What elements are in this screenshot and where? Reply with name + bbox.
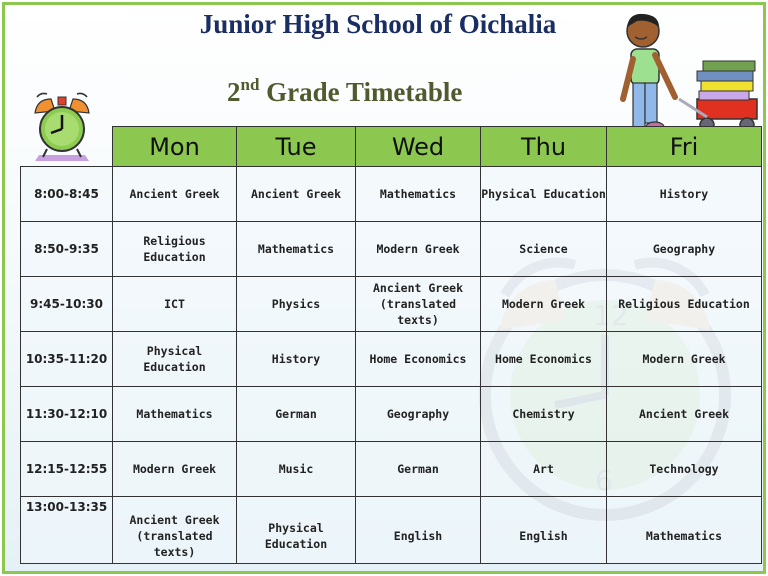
subject-cell: History xyxy=(607,167,762,222)
timetable-subtitle xyxy=(227,77,462,108)
subject-cell: Home Economics xyxy=(356,332,481,387)
day-header-fri: Fri xyxy=(607,127,762,167)
subject-cell: Ancient Greek (translated texts) xyxy=(356,277,481,332)
subject-cell: Modern Greek xyxy=(113,442,237,497)
subject-cell: Religious Education xyxy=(113,222,237,277)
subject-cell: Modern Greek xyxy=(607,332,762,387)
page-frame xyxy=(2,2,766,574)
subject-cell: Geography xyxy=(607,222,762,277)
subject-cell: Music xyxy=(237,442,356,497)
subject-cell: Ancient Greek (translated texts) xyxy=(113,497,237,564)
subject-cell: History xyxy=(237,332,356,387)
period-time: 13:00-13:35 xyxy=(21,497,113,564)
subject-cell: Mathematics xyxy=(113,387,237,442)
subject-cell: Mathematics xyxy=(237,222,356,277)
corner-cell xyxy=(21,127,113,167)
school-title: Junior High School of Oichalia xyxy=(199,9,557,39)
subject-cell: Ancient Greek xyxy=(607,387,762,442)
period-time: 11:30-12:10 xyxy=(21,387,113,442)
grade-number: 2 xyxy=(227,77,241,107)
subtitle-text: Grade Timetable xyxy=(266,77,463,107)
subject-cell: Physical Education xyxy=(481,167,607,222)
subject-cell: Science xyxy=(481,222,607,277)
table-row xyxy=(21,277,762,332)
period-time: 8:00-8:45 xyxy=(21,167,113,222)
subject-cell: Ancient Greek xyxy=(113,167,237,222)
subject-cell: Geography xyxy=(356,387,481,442)
day-header-wed: Wed xyxy=(356,127,481,167)
subject-cell: Modern Greek xyxy=(481,277,607,332)
subject-cell: Physical Education xyxy=(113,332,237,387)
period-time: 8:50-9:35 xyxy=(21,222,113,277)
table-row xyxy=(21,387,762,442)
subject-cell: Modern Greek xyxy=(356,222,481,277)
day-header-thu: Thu xyxy=(481,127,607,167)
day-header-row xyxy=(21,127,762,167)
table-row xyxy=(21,167,762,222)
table-row xyxy=(21,222,762,277)
subject-cell: German xyxy=(237,387,356,442)
subject-cell: Mathematics xyxy=(356,167,481,222)
grade-ordinal-suffix: nd xyxy=(240,75,260,94)
subject-cell: Religious Education xyxy=(607,277,762,332)
subject-cell: Mathematics xyxy=(607,497,762,564)
table-row xyxy=(21,332,762,387)
period-time: 9:45-10:30 xyxy=(21,277,113,332)
subject-cell: English xyxy=(481,497,607,564)
table-row xyxy=(21,497,762,564)
subject-cell: English xyxy=(356,497,481,564)
day-header-mon: Mon xyxy=(113,127,237,167)
timetable xyxy=(20,126,762,564)
subject-cell: Home Economics xyxy=(481,332,607,387)
subject-cell: ICT xyxy=(113,277,237,332)
subject-cell: Technology xyxy=(607,442,762,497)
day-header-tue: Tue xyxy=(237,127,356,167)
subject-cell: Physical Education xyxy=(237,497,356,564)
table-row xyxy=(21,442,762,497)
subject-cell: Chemistry xyxy=(481,387,607,442)
subject-cell: Ancient Greek xyxy=(237,167,356,222)
subject-cell: Art xyxy=(481,442,607,497)
subject-cell: Physics xyxy=(237,277,356,332)
period-time: 10:35-11:20 xyxy=(21,332,113,387)
subject-cell: German xyxy=(356,442,481,497)
period-time: 12:15-12:55 xyxy=(21,442,113,497)
